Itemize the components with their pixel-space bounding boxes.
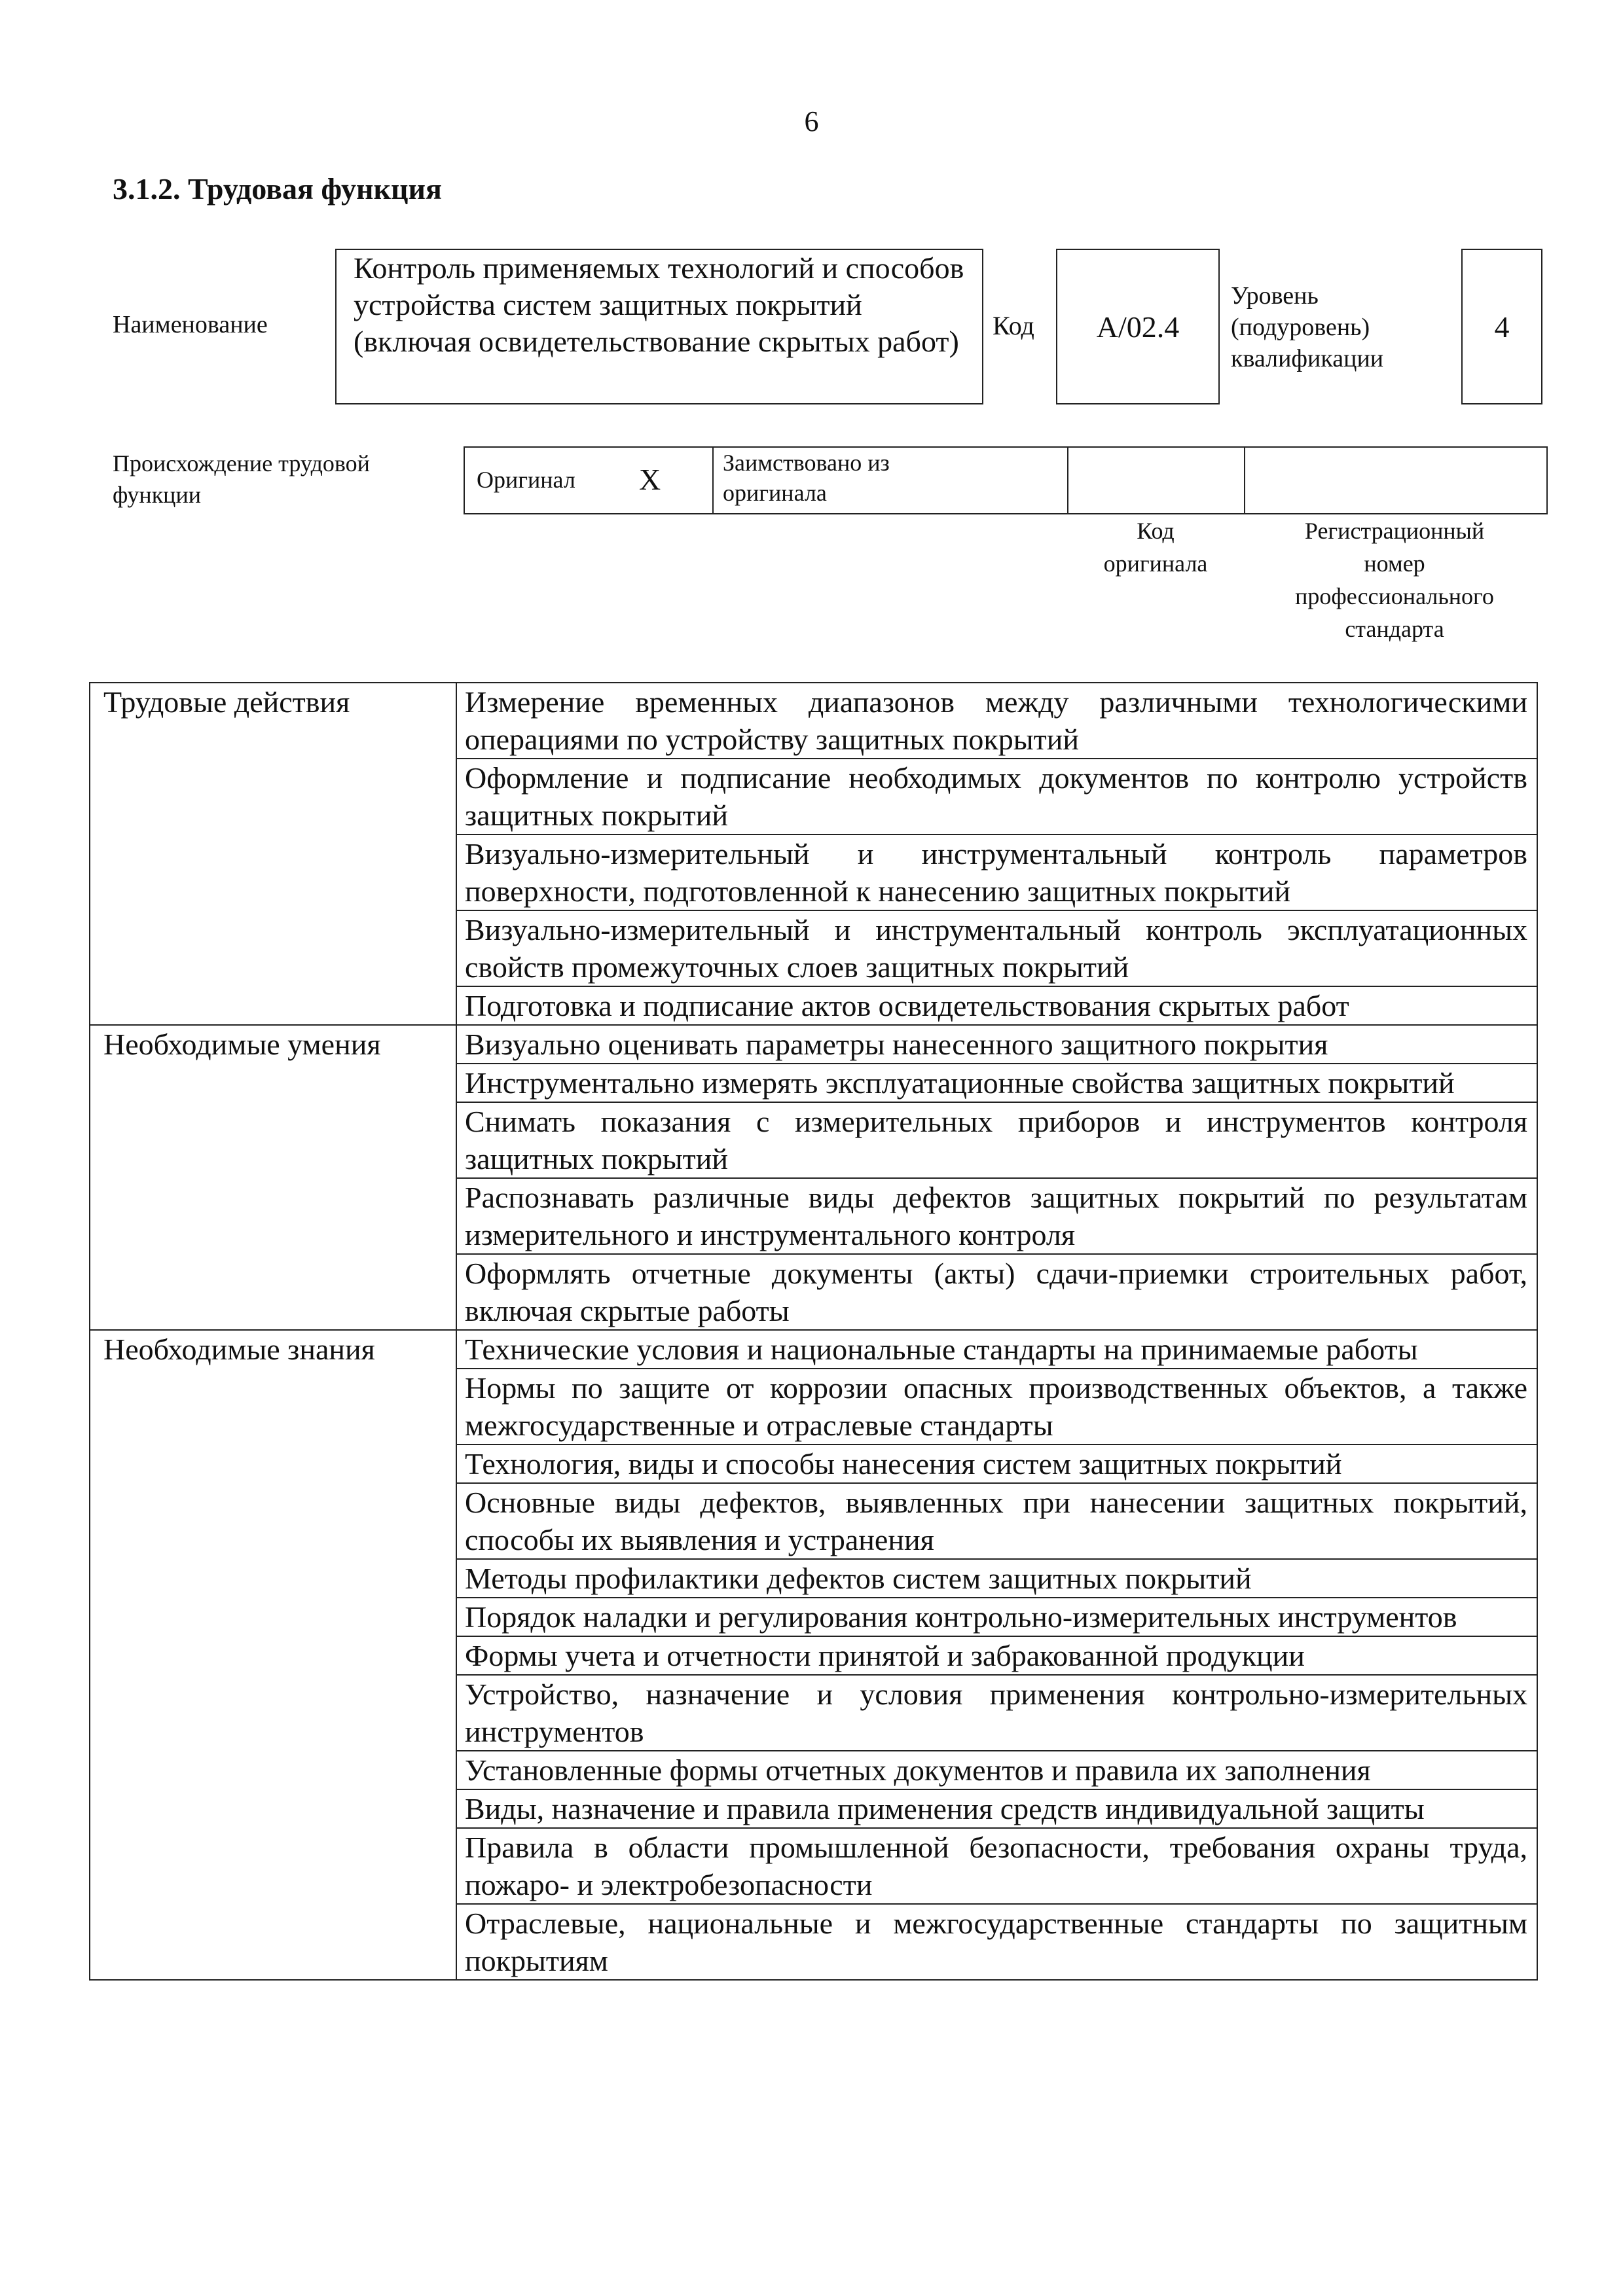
function-details-table: [89, 682, 1538, 1981]
required-knowledge-item: Порядок наладки и регулирования контрольно-измерительных инструментов: [456, 1598, 1537, 1636]
original-mark: X: [639, 463, 661, 496]
labor-actions-item: Подготовка и подписание актов освидетельствования скрытых работ: [456, 986, 1537, 1025]
required-skills-item: Оформлять отчетные документы (акты) сдачи-приемки строительных работ, включая скрытые работы: [456, 1254, 1537, 1330]
required-knowledge-item: Правила в области промышленной безопасности, требования охраны труда, пожаро- и электробезопасности: [456, 1828, 1537, 1904]
origin-label: Происхождение трудовой функции: [113, 450, 370, 508]
function-name-box: Контроль применяемых технологий и способов устройства систем защитных покрытий (включая освидетельствование скрытых работ): [335, 249, 983, 404]
borrowed-cell: Заимствовано из оригинала: [714, 448, 1068, 513]
original-code-caption: Код оригинала: [1103, 518, 1208, 577]
labor-actions-item: Измерение временных диапазонов между различными технологическими операциями по устройству защитных покрытий: [456, 683, 1537, 759]
required-skills-item: Снимать показания с измерительных приборов и инструментов контроля защитных покрытий: [456, 1102, 1537, 1178]
table-row: [90, 1330, 1537, 1369]
registration-number-cell: [1245, 448, 1546, 513]
required-skills-label: Необходимые умения: [90, 1025, 456, 1330]
required-knowledge-item: Методы профилактики дефектов систем защитных покрытий: [456, 1559, 1537, 1598]
qualification-level-box: [1461, 249, 1542, 404]
required-knowledge-item: Формы учета и отчетности принятой и забракованной продукции: [456, 1636, 1537, 1675]
original-label: Оригинал: [477, 467, 575, 493]
function-code-box: [1056, 249, 1220, 404]
required-skills-item: Визуально оценивать параметры нанесенного защитного покрытия: [456, 1025, 1537, 1064]
required-skills-item: Инструментально измерять эксплуатационные свойства защитных покрытий: [456, 1064, 1537, 1102]
labor-actions-item: Визуально-измерительный и инструментальный контроль эксплуатационных свойств промежуточных слоев защитных покрытий: [456, 910, 1537, 986]
borrowed-label: Заимствовано из: [723, 450, 890, 476]
code-label: Код: [993, 311, 1034, 340]
qualification-level-value: 4: [1494, 310, 1510, 344]
origin-table: [464, 446, 1548, 514]
required-knowledge-item: Устройство, назначение и условия применения контрольно-измерительных инструментов: [456, 1675, 1537, 1751]
qualification-level-label: Уровень (подуровень) квалификации: [1231, 282, 1384, 372]
required-knowledge-item: Установленные формы отчетных документов и правила их заполнения: [456, 1751, 1537, 1789]
required-knowledge-item: Отраслевые, национальные и межгосударственные стандарты по защитным покрытиям: [456, 1904, 1537, 1980]
labor-actions-item: Визуально-измерительный и инструментальный контроль параметров поверхности, подготовленной к нанесению защитных покрытий: [456, 834, 1537, 910]
registration-number-caption: Регистрационный номер профессионального стандарта: [1295, 518, 1494, 642]
name-label: Наименование: [113, 311, 268, 338]
section-heading: 3.1.2. Трудовая функция: [113, 172, 442, 206]
function-code-value: А/02.4: [1096, 310, 1180, 344]
required-knowledge-item: Основные виды дефектов, выявленных при нанесении защитных покрытий, способы их выявления и устранения: [456, 1483, 1537, 1559]
original-cell: [465, 448, 714, 513]
labor-actions-label: Трудовые действия: [90, 683, 456, 1025]
page-number: 6: [804, 105, 819, 137]
original-code-cell: [1068, 448, 1245, 513]
table-row: [90, 1025, 1537, 1064]
required-skills-item: Распознавать различные виды дефектов защитных покрытий по результатам измерительного и инструментального контроля: [456, 1178, 1537, 1254]
required-knowledge-item: Технические условия и национальные стандарты на принимаемые работы: [456, 1330, 1537, 1369]
required-knowledge-label: Необходимые знания: [90, 1330, 456, 1980]
required-knowledge-item: Нормы по защите от коррозии опасных производственных объектов, а также межгосударственные и отраслевые стандарты: [456, 1369, 1537, 1444]
required-knowledge-item: Технология, виды и способы нанесения систем защитных покрытий: [456, 1444, 1537, 1483]
required-knowledge-item: Виды, назначение и правила применения средств индивидуальной защиты: [456, 1789, 1537, 1828]
labor-actions-item: Оформление и подписание необходимых документов по контролю устройств защитных покрытий: [456, 759, 1537, 834]
table-row: [90, 683, 1537, 759]
